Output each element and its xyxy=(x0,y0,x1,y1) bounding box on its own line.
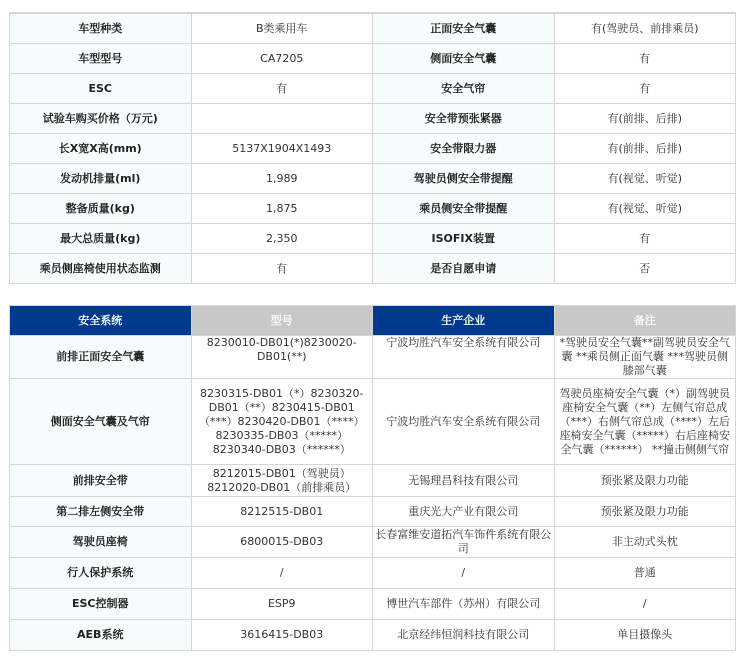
system-row xyxy=(10,379,736,465)
system-name: AEB系统 xyxy=(10,620,192,651)
system-row xyxy=(10,589,736,620)
spec-value: 否 xyxy=(554,254,736,284)
spec-value xyxy=(191,104,373,134)
header-model: 型号 xyxy=(191,306,373,336)
spec-row xyxy=(10,134,736,164)
system-model: ESP9 xyxy=(191,589,373,620)
spec-label: 是否自愿申请 xyxy=(373,254,555,284)
spec-label: 车型种类 xyxy=(10,13,192,44)
system-name: 前排安全带 xyxy=(10,465,192,497)
spec-value: 有 xyxy=(554,224,736,254)
spec-row xyxy=(10,13,736,44)
spec-row xyxy=(10,74,736,104)
system-manufacturer: 长春富维安道拓汽车饰件系统有限公司 xyxy=(373,527,555,558)
system-model: 8230315-DB01（*）8230320-DB01（**）8230415-DB01（***）8230420-DB01（****）8230335-DB03（*****）8230340-DB03（******） xyxy=(191,379,373,465)
system-remark: 单目摄像头 xyxy=(554,620,736,651)
system-model: / xyxy=(191,558,373,589)
spec-row xyxy=(10,254,736,284)
spec-label: 正面安全气囊 xyxy=(373,13,555,44)
system-remark: *驾驶员安全气囊**副驾驶员安全气囊 **乘员侧正面气囊 ***驾驶员侧膝部气囊 xyxy=(554,336,736,379)
spec-value: 1,989 xyxy=(191,164,373,194)
spec-label: 最大总质量(kg) xyxy=(10,224,192,254)
spec-label: 整备质量(kg) xyxy=(10,194,192,224)
spec-label: ISOFIX装置 xyxy=(373,224,555,254)
system-row xyxy=(10,465,736,497)
system-manufacturer: 宁波均胜汽车安全系统有限公司 xyxy=(373,379,555,465)
spec-value: 5137X1904X1493 xyxy=(191,134,373,164)
system-row xyxy=(10,497,736,527)
spec-label: 安全带预张紧器 xyxy=(373,104,555,134)
spec-label: 发动机排量(ml) xyxy=(10,164,192,194)
system-manufacturer: / xyxy=(373,558,555,589)
system-model: 8212015-DB01（驾驶员） 8212020-DB01（前排乘员） xyxy=(191,465,373,497)
system-model: 8230010-DB01(*)8230020-DB01(**) xyxy=(191,336,373,379)
spec-value: 有 xyxy=(191,74,373,104)
system-remark: 预张紧及限力功能 xyxy=(554,465,736,497)
system-name: ESC控制器 xyxy=(10,589,192,620)
spec-value: 有(前排、后排) xyxy=(554,104,736,134)
spec-label: 试验车购买价格（万元) xyxy=(10,104,192,134)
spec-value: 有(驾驶员、前排乘员) xyxy=(554,13,736,44)
system-model: 6800015-DB03 xyxy=(191,527,373,558)
safety-system-table xyxy=(9,305,736,651)
spec-label: 车型型号 xyxy=(10,44,192,74)
spec-value: 有 xyxy=(191,254,373,284)
spec-label: 乘员侧座椅使用状态监测 xyxy=(10,254,192,284)
system-manufacturer: 宁波均胜汽车安全系统有限公司 xyxy=(373,336,555,379)
system-manufacturer: 北京经纬恒润科技有限公司 xyxy=(373,620,555,651)
header-system: 安全系统 xyxy=(10,306,192,336)
system-manufacturer: 重庆光大产业有限公司 xyxy=(373,497,555,527)
spec-label: 侧面安全气囊 xyxy=(373,44,555,74)
system-remark: 预张紧及限力功能 xyxy=(554,497,736,527)
spec-row xyxy=(10,104,736,134)
system-name: 侧面安全气囊及气帘 xyxy=(10,379,192,465)
system-remark: 驾驶员座椅安全气囊（*）副驾驶员座椅安全气囊（**）左侧气帘总成（***）右侧气帘总成（****）左后座椅安全气囊（*****）右后座椅安全气囊（******） **撞击侧侧气帘 xyxy=(554,379,736,465)
spec-label: 长X宽X高(mm) xyxy=(10,134,192,164)
spec-value: 有 xyxy=(554,74,736,104)
header-remarks: 备注 xyxy=(554,306,736,336)
system-row xyxy=(10,620,736,651)
spec-value: 有(视觉、听觉) xyxy=(554,194,736,224)
system-remark: 普通 xyxy=(554,558,736,589)
vehicle-spec-table xyxy=(9,12,736,284)
spec-label: 安全带限力器 xyxy=(373,134,555,164)
system-model: 3616415-DB03 xyxy=(191,620,373,651)
spec-label: 安全气帘 xyxy=(373,74,555,104)
spec-value: 2,350 xyxy=(191,224,373,254)
spec-row xyxy=(10,44,736,74)
spec-value: CA7205 xyxy=(191,44,373,74)
system-remark: 非主动式头枕 xyxy=(554,527,736,558)
spec-row xyxy=(10,224,736,254)
spec-value: 有(前排、后排) xyxy=(554,134,736,164)
system-row xyxy=(10,336,736,379)
spec-value: 有 xyxy=(554,44,736,74)
system-model: 8212515-DB01 xyxy=(191,497,373,527)
spec-value: B类乘用车 xyxy=(191,13,373,44)
header-manufacturer: 生产企业 xyxy=(373,306,555,336)
spec-row xyxy=(10,164,736,194)
spec-value: 1,875 xyxy=(191,194,373,224)
spec-label: 乘员侧安全带提醒 xyxy=(373,194,555,224)
spec-row xyxy=(10,194,736,224)
system-name: 前排正面安全气囊 xyxy=(10,336,192,379)
system-manufacturer: 无锡理昌科技有限公司 xyxy=(373,465,555,497)
system-name: 第二排左侧安全带 xyxy=(10,497,192,527)
system-row xyxy=(10,558,736,589)
system-remark: / xyxy=(554,589,736,620)
system-row xyxy=(10,527,736,558)
system-manufacturer: 博世汽车部件（苏州）有限公司 xyxy=(373,589,555,620)
spec-label: ESC xyxy=(10,74,192,104)
system-name: 驾驶员座椅 xyxy=(10,527,192,558)
spec-value: 有(视觉、听觉) xyxy=(554,164,736,194)
spec-label: 驾驶员侧安全带提醒 xyxy=(373,164,555,194)
system-name: 行人保护系统 xyxy=(10,558,192,589)
